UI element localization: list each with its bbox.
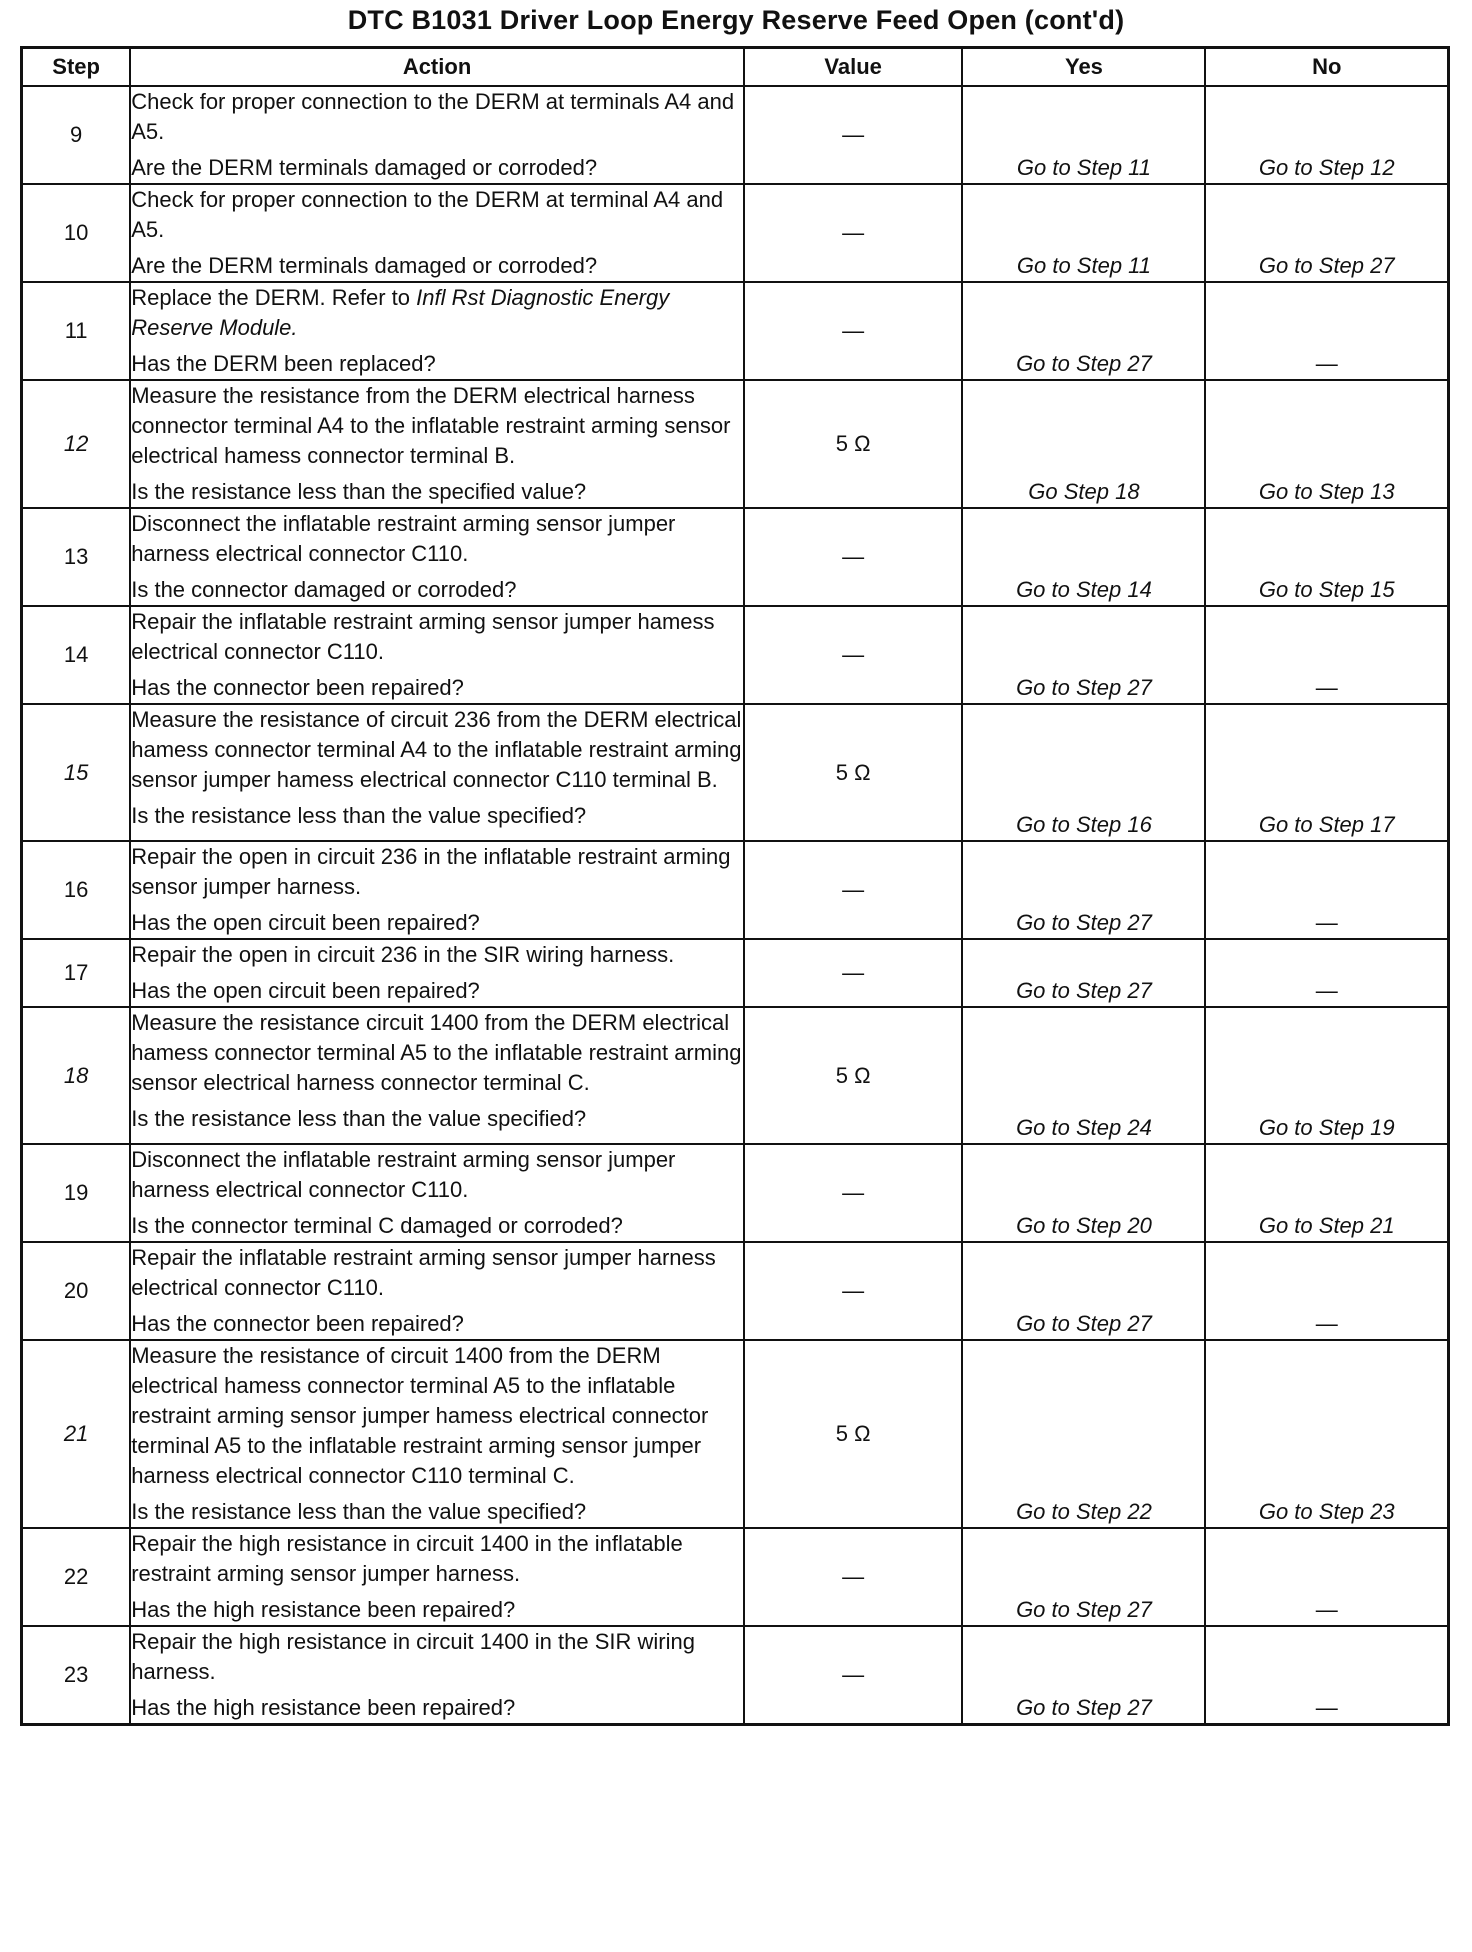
table-row xyxy=(22,1144,1449,1242)
yes-outcome: Go to Step 20 xyxy=(962,1144,1205,1242)
action-instruction: Disconnect the inflatable restraint arming sensor jumper harness electrical connector C110. xyxy=(131,511,676,566)
action-cell xyxy=(130,508,744,606)
step-number: 20 xyxy=(22,1242,131,1340)
table-row xyxy=(22,1007,1449,1144)
action-question: Has the DERM been replaced? xyxy=(131,351,436,376)
action-question: Is the resistance less than the value specified? xyxy=(131,1499,587,1524)
action-question: Is the connector damaged or corroded? xyxy=(131,577,517,602)
action-cell xyxy=(130,704,744,841)
table-row xyxy=(22,606,1449,704)
value-cell: 5 Ω xyxy=(744,704,963,841)
no-outcome: Go to Step 23 xyxy=(1205,1340,1448,1528)
value-cell: — xyxy=(744,1144,963,1242)
action-question: Has the connector been repaired? xyxy=(131,1311,464,1336)
action-question: Has the open circuit been repaired? xyxy=(131,910,480,935)
value-cell: 5 Ω xyxy=(744,1340,963,1528)
column-header-action: Action xyxy=(130,48,744,87)
value-cell: — xyxy=(744,1242,963,1340)
action-question: Are the DERM terminals damaged or corroded? xyxy=(131,155,598,180)
action-question: Is the connector terminal C damaged or corroded? xyxy=(131,1213,623,1238)
column-header-value: Value xyxy=(744,48,963,87)
yes-outcome: Go to Step 24 xyxy=(962,1007,1205,1144)
page-title: DTC B1031 Driver Loop Energy Reserve Feed Open (cont'd) xyxy=(347,5,1125,35)
action-instruction: Repair the open in circuit 236 in the SIR wiring harness. xyxy=(131,942,675,967)
action-instruction: Measure the resistance of circuit 236 from the DERM electrical hamess connector terminal A4 to the inflatable restraint arming sensor jumper hamess electrical connector C110 terminal B. xyxy=(131,707,742,792)
step-number: 11 xyxy=(22,282,131,380)
action-instruction: Measure the resistance from the DERM electrical harness connector terminal A4 to the inflatable restraint arming sensor electrical hamess connector terminal B. xyxy=(131,383,731,468)
action-question: Is the resistance less than the specified value? xyxy=(131,479,587,504)
no-outcome: Go to Step 27 xyxy=(1205,184,1448,282)
yes-outcome: Go to Step 27 xyxy=(962,841,1205,939)
table-row xyxy=(22,1528,1449,1626)
no-outcome: Go to Step 17 xyxy=(1205,704,1448,841)
table-row xyxy=(22,508,1449,606)
action-instruction: Repair the high resistance in circuit 1400 in the SIR wiring harness. xyxy=(131,1629,695,1684)
step-number: 18 xyxy=(22,1007,131,1144)
value-cell: — xyxy=(744,939,963,1007)
step-number: 10 xyxy=(22,184,131,282)
action-question: Has the connector been repaired? xyxy=(131,675,464,700)
action-cell xyxy=(130,1242,744,1340)
action-cell xyxy=(130,380,744,508)
manual-reference: Infl Rst Diagnostic Energy Reserve Module. xyxy=(131,285,670,340)
yes-outcome: Go to Step 27 xyxy=(962,606,1205,704)
value-cell: — xyxy=(744,841,963,939)
table-row xyxy=(22,380,1449,508)
action-instruction: Repair the inflatable restraint arming sensor jumper hamess electrical connector C110. xyxy=(131,609,715,664)
action-cell xyxy=(130,606,744,704)
table-header-row xyxy=(22,48,1449,87)
value-cell: 5 Ω xyxy=(744,380,963,508)
no-outcome: — xyxy=(1205,939,1448,1007)
yes-outcome: Go to Step 27 xyxy=(962,1626,1205,1725)
value-cell: — xyxy=(744,282,963,380)
no-outcome: — xyxy=(1205,1528,1448,1626)
column-header-yes: Yes xyxy=(962,48,1205,87)
action-question: Is the resistance less than the value specified? xyxy=(131,803,587,828)
table-row xyxy=(22,282,1449,380)
no-outcome: Go to Step 15 xyxy=(1205,508,1448,606)
table-row xyxy=(22,86,1449,184)
action-cell xyxy=(130,1007,744,1144)
action-question: Has the high resistance been repaired? xyxy=(131,1695,516,1720)
step-number: 12 xyxy=(22,380,131,508)
no-outcome: Go to Step 12 xyxy=(1205,86,1448,184)
yes-outcome: Go Step 18 xyxy=(962,380,1205,508)
step-number: 13 xyxy=(22,508,131,606)
yes-outcome: Go to Step 14 xyxy=(962,508,1205,606)
yes-outcome: Go to Step 27 xyxy=(962,939,1205,1007)
action-instruction: Repair the open in circuit 236 in the inflatable restraint arming sensor jumper harness. xyxy=(131,844,731,899)
action-cell xyxy=(130,1528,744,1626)
action-instruction: Measure the resistance of circuit 1400 from the DERM electrical hamess connector terminal A5 to the inflatable restraint arming sensor jumper hamess electrical connector terminal A5 to the inflatable restraint arming sensor jumper harness electrical connector C110 terminal C. xyxy=(131,1343,709,1488)
table-row xyxy=(22,1340,1449,1528)
yes-outcome: Go to Step 11 xyxy=(962,184,1205,282)
step-number: 15 xyxy=(22,704,131,841)
step-number: 21 xyxy=(22,1340,131,1528)
yes-outcome: Go to Step 27 xyxy=(962,282,1205,380)
table-body xyxy=(22,86,1449,1725)
action-cell xyxy=(130,1626,744,1725)
action-question: Are the DERM terminals damaged or corroded? xyxy=(131,253,598,278)
step-number: 16 xyxy=(22,841,131,939)
no-outcome: Go to Step 19 xyxy=(1205,1007,1448,1144)
column-header-no: No xyxy=(1205,48,1448,87)
table-row xyxy=(22,1242,1449,1340)
action-instruction: Check for proper connection to the DERM at terminal A4 and A5. xyxy=(131,187,724,242)
action-instruction: Measure the resistance circuit 1400 from the DERM electrical hamess connector terminal A5 to the inflatable restraint arming sensor electrical harness connector terminal C. xyxy=(131,1010,742,1095)
action-cell xyxy=(130,1340,744,1528)
column-header-step: Step xyxy=(22,48,131,87)
action-instruction: Check for proper connection to the DERM at terminals A4 and A5. xyxy=(131,89,735,144)
no-outcome: Go to Step 13 xyxy=(1205,380,1448,508)
value-cell: — xyxy=(744,508,963,606)
step-number: 23 xyxy=(22,1626,131,1725)
value-cell: — xyxy=(744,606,963,704)
step-number: 22 xyxy=(22,1528,131,1626)
table-row xyxy=(22,939,1449,1007)
action-question: Has the high resistance been repaired? xyxy=(131,1597,516,1622)
yes-outcome: Go to Step 27 xyxy=(962,1528,1205,1626)
action-cell xyxy=(130,841,744,939)
action-question: Has the open circuit been repaired? xyxy=(131,978,480,1003)
action-cell xyxy=(130,184,744,282)
step-number: 9 xyxy=(22,86,131,184)
value-cell: 5 Ω xyxy=(744,1007,963,1144)
no-outcome: — xyxy=(1205,282,1448,380)
no-outcome: Go to Step 21 xyxy=(1205,1144,1448,1242)
action-instruction xyxy=(131,283,743,343)
yes-outcome: Go to Step 22 xyxy=(962,1340,1205,1528)
action-cell xyxy=(130,939,744,1007)
step-number: 19 xyxy=(22,1144,131,1242)
no-outcome: — xyxy=(1205,841,1448,939)
table-row xyxy=(22,1626,1449,1725)
instruction-text: Replace the DERM. Refer to xyxy=(131,285,417,310)
yes-outcome: Go to Step 16 xyxy=(962,704,1205,841)
action-cell xyxy=(130,282,744,380)
yes-outcome: Go to Step 27 xyxy=(962,1242,1205,1340)
step-number: 17 xyxy=(22,939,131,1007)
action-instruction: Repair the high resistance in circuit 1400 in the inflatable restraint arming sensor jumper harness. xyxy=(131,1531,683,1586)
action-cell xyxy=(130,86,744,184)
table-row xyxy=(22,841,1449,939)
action-cell xyxy=(130,1144,744,1242)
no-outcome: — xyxy=(1205,1242,1448,1340)
no-outcome: — xyxy=(1205,1626,1448,1725)
diagnostic-table xyxy=(20,46,1450,1726)
no-outcome: — xyxy=(1205,606,1448,704)
table-row xyxy=(22,704,1449,841)
step-number: 14 xyxy=(22,606,131,704)
table-row xyxy=(22,184,1449,282)
value-cell: — xyxy=(744,1528,963,1626)
action-instruction: Disconnect the inflatable restraint arming sensor jumper harness electrical connector C110. xyxy=(131,1147,676,1202)
value-cell: — xyxy=(744,1626,963,1725)
value-cell: — xyxy=(744,184,963,282)
yes-outcome: Go to Step 11 xyxy=(962,86,1205,184)
action-question: Is the resistance less than the value specified? xyxy=(131,1106,587,1131)
value-cell: — xyxy=(744,86,963,184)
action-instruction: Repair the inflatable restraint arming sensor jumper harness electrical connector C110. xyxy=(131,1245,716,1300)
